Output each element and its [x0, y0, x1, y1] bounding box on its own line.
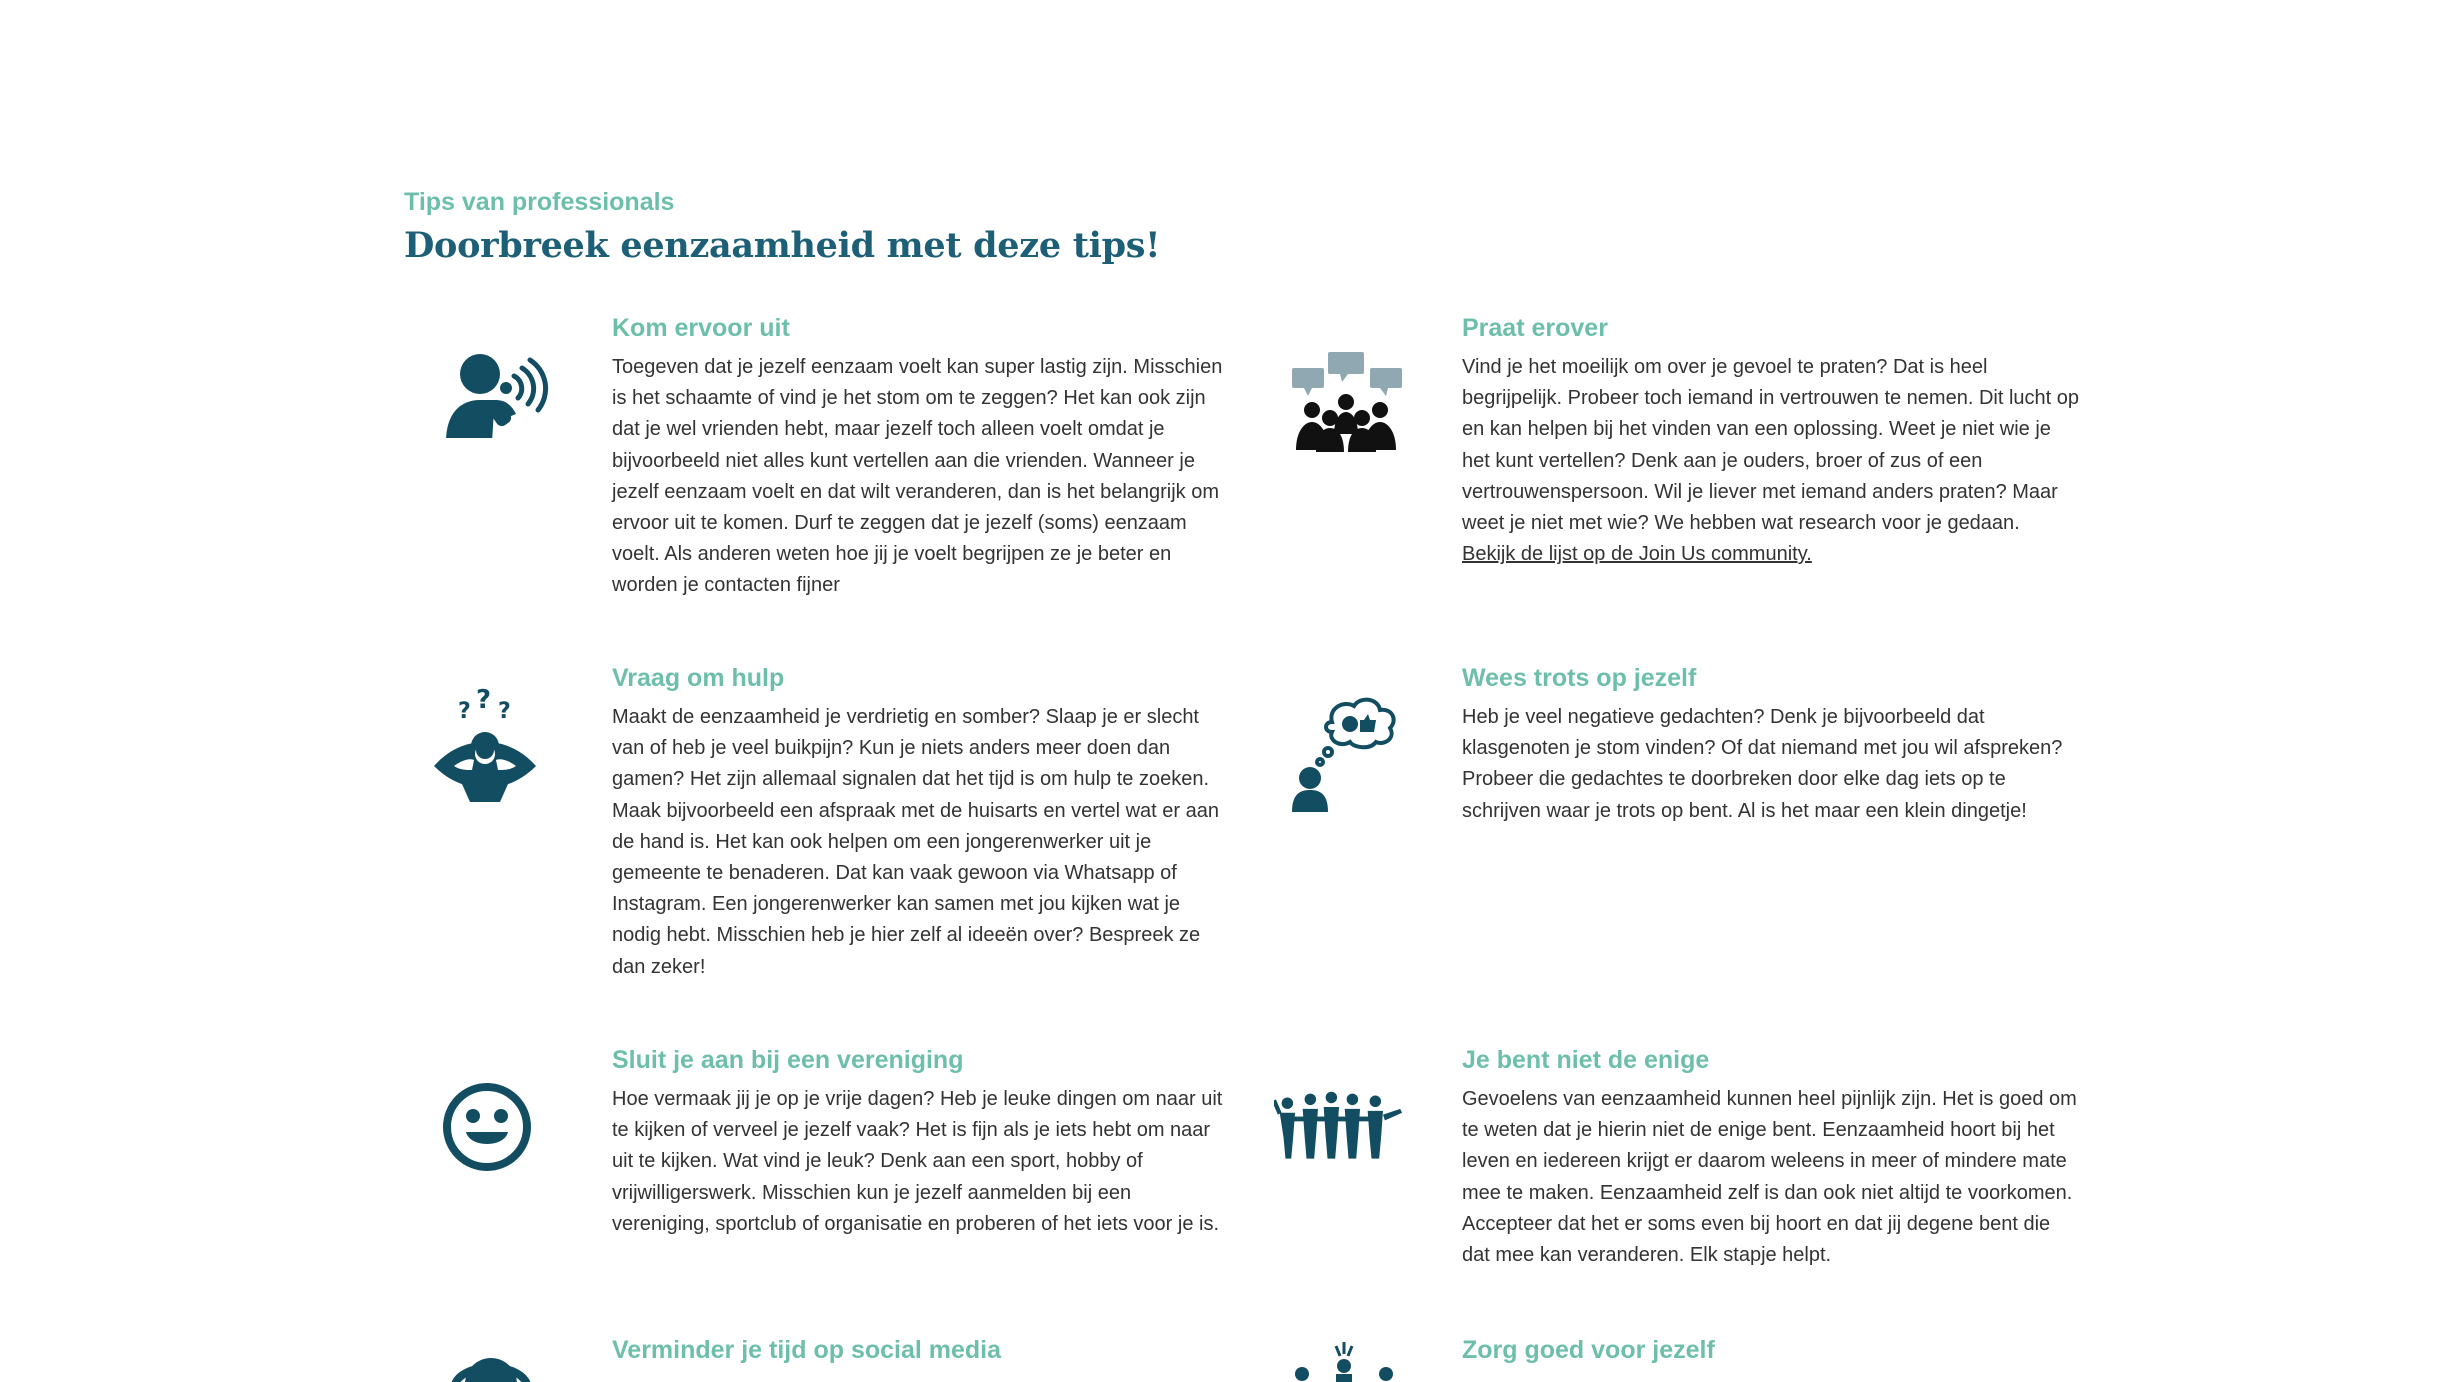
tip-text: [1462, 352, 2082, 570]
tip-text: Hoe vermaak jij je op je vrije dagen? Heb je leuke dingen om naar uit te kijken of verveel je jezelf vaak? Het is fijn als je iets hebt om naar uit te kijken. Wat vind je leuk? Denk aan een sport, hobby of vrijwilligerswerk. Misschien kun je jezelf aanmelden bij een vereniging, sportclub of organisatie en proberen of het iets voor je is.: [612, 1088, 1223, 1235]
tip-text: Heb je veel negatieve gedachten? Denk je bijvoorbeeld dat klasgenoten je stom vinden? Of dat niemand met jou wil afspreken? Probeer die gedachtes te doorbreken door elke dag iets op te schrijven waar je trots op bent. Al is het maar een klein dingetje!: [1462, 706, 2063, 822]
page-title: Doorbreek eenzaamheid met deze tips!: [404, 225, 1161, 266]
svg-text:?: ?: [476, 685, 492, 715]
group-of-people-icon: [1274, 1064, 1404, 1194]
tip-text-body: Vind je het moeilijk om over je gevoel te praten? Dat is heel begrijpelijk. Probeer toch iemand in vertrouwen te nemen. Dit lucht op en kan helpen bij het vinden van een oplossing. Weet je niet wie je het kunt vertellen? Denk aan je ouders, broer of zus of een vertrouwenspersoon. Wil je liever met iemand anders praten? Maar weet je niet met wie? We hebben wat research voor je gedaan.: [1462, 356, 2079, 535]
smiley-face-icon: [422, 1062, 552, 1192]
group-conversation-icon: [1282, 334, 1412, 464]
confused-person-icon: [420, 684, 550, 814]
tip-text: Gevoelens van eenzaamheid kunnen heel pijnlijk zijn. Het is goed om te weten dat je hierin niet de enige bent. Eenzaamheid hoort bij het leven en iedereen krijgt er daarom weleens in meer of mindere mate mee te maken. Eenzaamheid zelf is dan ook niet altijd te voorkomen. Accepteer dat het er soms even bij hoort en dat jij degene bent die dat mee kan veranderen. Elk stapje helpt.: [1462, 1088, 2077, 1267]
tip-title: Je bent niet de enige: [1462, 1046, 1710, 1074]
join-us-community-link[interactable]: Bekijk de lijst op de Join Us community.: [1462, 543, 1812, 566]
celebrating-people-icon: [1280, 1336, 1410, 1382]
svg-text:?: ?: [458, 699, 471, 724]
tip-title: Praat erover: [1462, 314, 1608, 342]
tip-title: Zorg goed voor jezelf: [1462, 1336, 1715, 1364]
person-speaking-icon: [432, 334, 562, 464]
svg-text:?: ?: [498, 699, 511, 724]
thought-bubble-thumbs-up-icon: [1280, 686, 1410, 816]
tip-title: Wees trots op jezelf: [1462, 664, 1697, 692]
tip-text: Toegeven dat je jezelf eenzaam voelt kan super lastig zijn. Misschien is het schaamte of vind je het stom om te zeggen? Het kan ook zijn dat je wel vrienden hebt, maar jezelf toch alleen voelt omdat je bijvoorbeeld niet alles kunt vertellen aan die vrienden. Wanneer je jezelf eenzaam voelt en dat wilt veranderen, dan is het belangrijk om ervoor uit te komen. Durf te zeggen dat je jezelf (soms) eenzaam voelt. Als anderen weten hoe jij je voelt begrijpen ze je beter en worden je contacten fijner: [612, 356, 1223, 597]
headphones-person-icon: [426, 1330, 556, 1382]
tip-title: Kom ervoor uit: [612, 314, 790, 342]
tip-title: Vraag om hulp: [612, 664, 785, 692]
tip-text: Maakt de eenzaamheid je verdrietig en somber? Slaap je er slecht van of heb je veel buikpijn? Kun je niets anders meer doen dan gamen? Het zijn allemaal signalen dat het tijd is om hulp te zoeken. Maak bijvoorbeeld een afspraak met de huisarts en vertel wat er aan de hand is. Het kan ook helpen om een jongerenwerker uit je gemeente te benaderen. Dat kan vaak gewoon via Whatsapp of Instagram. Een jongerenwerker kan samen met jou kijken wat je nodig hebt. Misschien heb je hier zelf al ideeën over? Bespreek ze dan zeker!: [612, 706, 1220, 978]
tip-title: Verminder je tijd op social media: [612, 1336, 1002, 1364]
section-eyebrow: Tips van professionals: [404, 188, 675, 216]
tip-title: Sluit je aan bij een vereniging: [612, 1046, 964, 1074]
